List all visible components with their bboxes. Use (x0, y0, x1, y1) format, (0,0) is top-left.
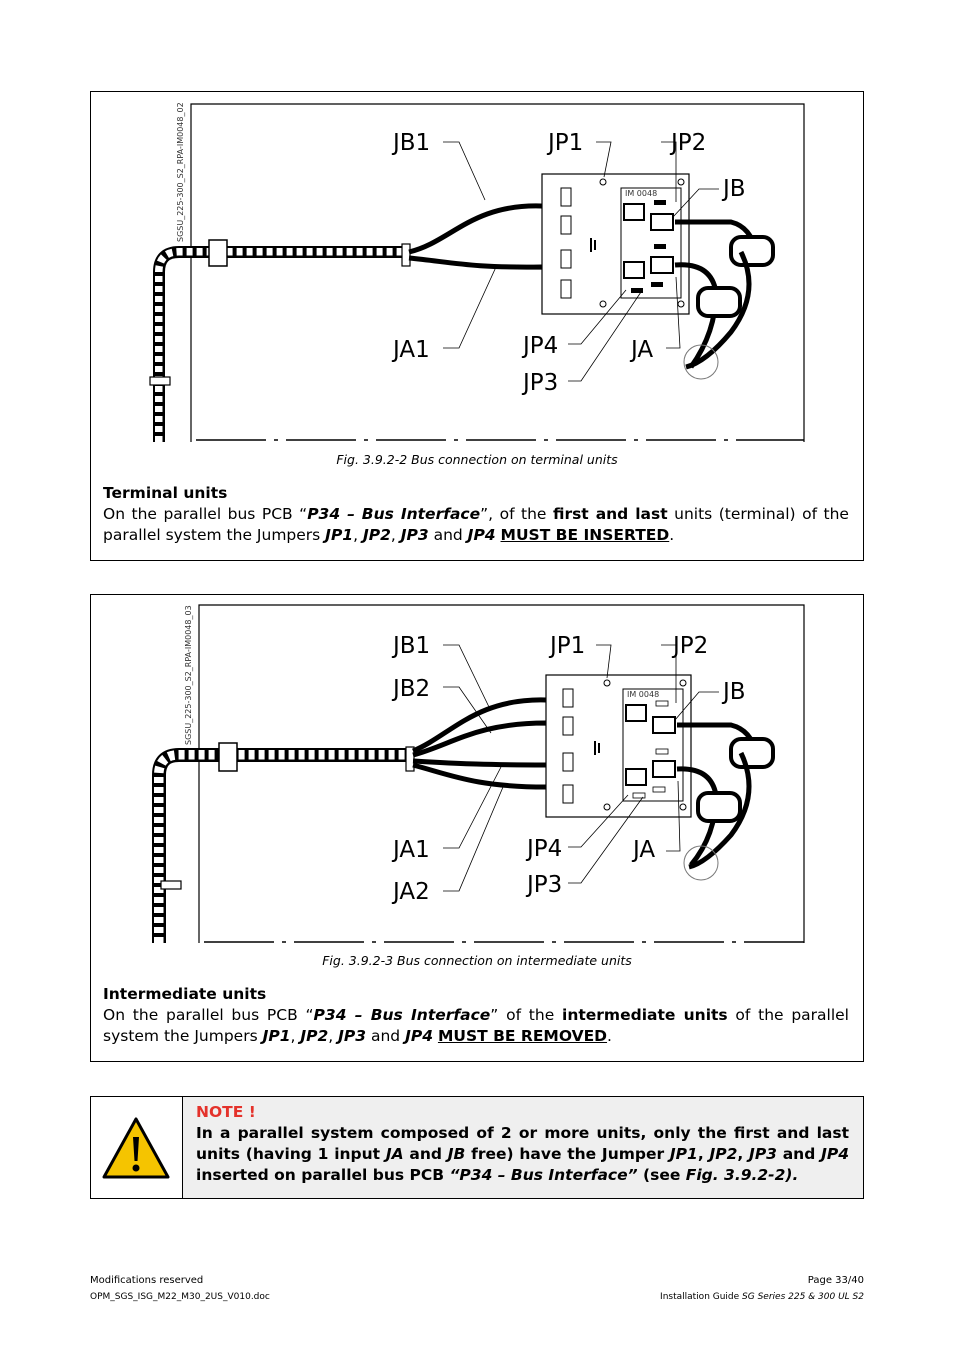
ferrite-jb (731, 237, 773, 265)
cable-clamp-1 (209, 240, 227, 266)
connector-ja-out (653, 761, 675, 777)
label-jp2: JP2 (673, 633, 709, 659)
ferrite-ja (698, 288, 740, 316)
label-jb: JB (723, 679, 746, 705)
label-jp2: JP2 (671, 130, 707, 156)
figure-caption: Fig. 3.9.2-2 Bus connection on terminal units (336, 452, 618, 467)
connector-ja-upper (624, 262, 644, 278)
connector-jb-upper (626, 705, 646, 721)
pcb-code: IM 0048 (625, 189, 658, 198)
cable-bundle (159, 252, 406, 442)
footer-guide: Installation Guide SG Series 225 & 300 UL S2 (660, 1292, 864, 1302)
label-ja1: JA1 (393, 837, 430, 863)
label-jp3: JP3 (523, 370, 559, 396)
jumper-jp2 (654, 244, 666, 249)
cabinet-outline (191, 104, 804, 442)
cable-bundle (159, 755, 409, 943)
connector-jb-out (653, 717, 675, 733)
label-jp1: JP1 (548, 130, 584, 156)
drawing-code-label: SGSU_225-300_S2_RPA-IM0048_03 (184, 605, 193, 745)
cable-clamp-3 (402, 244, 410, 266)
label-jb1: JB1 (393, 633, 431, 659)
label-jb: JB (723, 176, 746, 202)
terminal-units-section (103, 483, 849, 546)
label-jp1: JP1 (550, 633, 586, 659)
intermediate-wiring-diagram (91, 595, 865, 963)
cabinet-outline (199, 605, 804, 943)
section-body: On the parallel bus PCB “P34 – Bus Interface” of the intermediate units of the parallel system the Jumpers JP1, JP2, JP3 and JP4 MUST BE REMOVED. (103, 1006, 849, 1045)
label-jp4: JP4 (523, 333, 559, 359)
connector-jb-out (651, 214, 673, 230)
note-box (90, 1096, 864, 1199)
label-jb2: JB2 (393, 676, 431, 702)
cable-clamp-2 (161, 881, 181, 889)
figure-terminal-units (90, 91, 864, 561)
ferrite-ja (698, 793, 740, 821)
figure-intermediate-units (90, 594, 864, 1062)
section-heading: Intermediate units (103, 985, 267, 1003)
footer-page: Page 33/40 (807, 1275, 864, 1286)
cable-clamp-2 (150, 377, 170, 385)
jumper-jp4 (651, 282, 663, 287)
terminal-wiring-diagram (91, 92, 865, 462)
intermediate-units-section (103, 984, 849, 1047)
label-ja1: JA1 (393, 337, 430, 363)
footer-modifications: Modifications reserved (90, 1275, 204, 1286)
figure-caption: Fig. 3.9.2-3 Bus connection on intermediate units (322, 953, 632, 968)
warning-icon (91, 1097, 182, 1198)
connector-ja-out (651, 257, 673, 273)
ferrite-jb (731, 739, 773, 767)
footer-docname: OPM_SGS_ISG_M22_M30_2US_V010.doc (90, 1292, 270, 1302)
note-body: In a parallel system composed of 2 or more units, only the first and last units (having 1 input JA and JB free) have the Jumper JP1, JP2, JP3 and JP4 inserted on parallel bus PCB “P34 – Bus Interface” (see Fig. 3.9.2-2). (196, 1124, 849, 1184)
jumper-jp1 (654, 200, 666, 205)
note-title: NOTE ! (196, 1103, 256, 1121)
section-body: On the parallel bus PCB “P34 – Bus Interface”, of the first and last units (terminal) of the parallel system the Jumpers JP1, JP2, JP3 and JP4 MUST BE INSERTED. (103, 505, 849, 544)
label-jp4: JP4 (527, 836, 563, 862)
connector-jb-upper (624, 204, 644, 220)
connector-ja-upper (626, 769, 646, 785)
note-text (196, 1102, 849, 1186)
note-icon-cell (91, 1097, 183, 1198)
label-jp3: JP3 (527, 872, 563, 898)
label-ja: JA (633, 837, 656, 863)
label-ja: JA (631, 337, 654, 363)
section-heading: Terminal units (103, 484, 228, 502)
label-jb1: JB1 (393, 130, 431, 156)
pcb-code: IM 0048 (627, 690, 660, 699)
label-ja2: JA2 (393, 879, 430, 905)
drawing-code-label: SGSU_225-300_S2_RPA-IM0048_02 (176, 102, 185, 242)
cable-clamp-1 (219, 743, 237, 771)
